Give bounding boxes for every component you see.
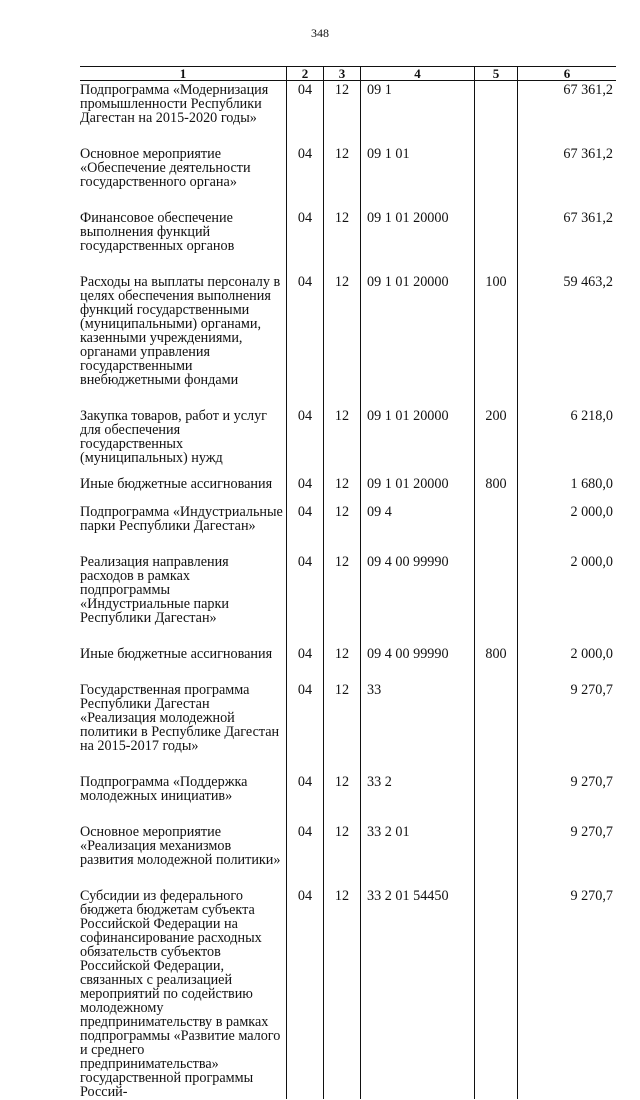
row-vr-cell: [475, 553, 518, 645]
table-row: [80, 681, 616, 773]
row-name-cell: Иные бюджетные ассигнования: [80, 646, 273, 662]
row-csr-cell: 33 2 01: [361, 823, 475, 887]
table-row: [80, 503, 616, 553]
table-row: [80, 81, 616, 146]
row-sum-cell: 59 463,2: [518, 273, 617, 407]
row-vr-cell: [475, 81, 518, 146]
row-vr-cell: [475, 823, 518, 887]
row-sum-cell: 2 000,0: [518, 645, 617, 681]
header-vr: 5: [475, 67, 518, 81]
row-rz-cell: 04: [287, 773, 324, 823]
row-name-cell: Расходы на выплаты персоналу в целях обеспечения выполнения функций государственными (муниципальными) органами, казенными учреждениями, органами управления государственными внебюджетными фондами: [80, 274, 281, 388]
table-row: [80, 209, 616, 273]
table-row: [80, 407, 616, 475]
row-name-cell: Подпрограмма «Поддержка молодежных инициатив»: [80, 774, 248, 804]
row-pr-cell: 12: [324, 273, 361, 407]
row-rz-cell: 04: [287, 81, 324, 146]
row-rz-cell: 04: [287, 407, 324, 475]
row-rz-cell: 04: [287, 503, 324, 553]
row-name-cell: Подпрограмма «Модернизация промышленности Республики Дагестан на 2015-2020 годы»: [80, 82, 269, 126]
table-row: [80, 553, 616, 645]
header-pr: 3: [324, 67, 361, 81]
row-sum-cell: 67 361,2: [518, 209, 617, 273]
row-csr-cell: 09 1 01 20000: [361, 209, 475, 273]
row-pr-cell: 12: [324, 773, 361, 823]
row-name-cell: Субсидии из федерального бюджета бюджетам субъекта Российской Федерации на софинансирование расходных обязательств субъектов Российской Федерации, связанных с реализацией мероприятий по содействию молодежному предпринимательству в рамках подпрограммы «Развитие малого и среднего предпринимательства» государственной программы Россий-: [80, 888, 281, 1100]
row-rz-cell: 04: [287, 823, 324, 887]
row-vr-cell: [475, 209, 518, 273]
row-sum-cell: 9 270,7: [518, 823, 617, 887]
row-rz-cell: 04: [287, 475, 324, 503]
row-rz-cell: 04: [287, 145, 324, 209]
header-csr: 4: [361, 67, 475, 81]
row-sum-cell: 1 680,0: [518, 475, 617, 503]
table-header-row: [80, 67, 616, 81]
table-row: [80, 887, 616, 1099]
row-csr-cell: 09 1 01 20000: [361, 475, 475, 503]
row-csr-cell: 33 2: [361, 773, 475, 823]
row-pr-cell: 12: [324, 503, 361, 553]
row-csr-cell: 09 1 01: [361, 145, 475, 209]
row-csr-cell: 09 1 01 20000: [361, 407, 475, 475]
header-sum: 6: [518, 67, 617, 81]
row-rz-cell: 04: [287, 273, 324, 407]
row-pr-cell: 12: [324, 645, 361, 681]
row-pr-cell: 12: [324, 887, 361, 1099]
row-csr-cell: 09 4: [361, 503, 475, 553]
table-row: [80, 273, 616, 407]
row-pr-cell: 12: [324, 407, 361, 475]
row-csr-cell: 09 1 01 20000: [361, 273, 475, 407]
row-csr-cell: 09 4 00 99990: [361, 645, 475, 681]
row-pr-cell: 12: [324, 209, 361, 273]
row-vr-cell: [475, 681, 518, 773]
row-csr-cell: 33: [361, 681, 475, 773]
row-sum-cell: 2 000,0: [518, 503, 617, 553]
row-pr-cell: 12: [324, 81, 361, 146]
row-pr-cell: 12: [324, 681, 361, 773]
row-vr-cell: [475, 145, 518, 209]
row-vr-cell: 800: [475, 645, 518, 681]
row-vr-cell: [475, 887, 518, 1099]
row-name-cell: Основное мероприятие «Обеспечение деятельности государственного органа»: [80, 146, 251, 190]
row-name-cell: Закупка товаров, работ и услуг для обеспечения государственных (муниципальных) нужд: [80, 408, 267, 466]
row-vr-cell: 800: [475, 475, 518, 503]
table-row: [80, 773, 616, 823]
row-name-cell: Основное мероприятие «Реализация механизмов развития молодежной политики»: [80, 824, 281, 868]
row-vr-cell: [475, 773, 518, 823]
row-rz-cell: 04: [287, 887, 324, 1099]
row-sum-cell: 2 000,0: [518, 553, 617, 645]
row-sum-cell: 67 361,2: [518, 81, 617, 146]
row-pr-cell: 12: [324, 553, 361, 645]
page-number: 348: [311, 26, 329, 40]
budget-table: [80, 66, 616, 1099]
row-sum-cell: 9 270,7: [518, 773, 617, 823]
row-name-cell: Реализация направления расходов в рамках подпрограммы «Индустриальные парки Республики Дагестан»: [80, 554, 230, 626]
row-rz-cell: 04: [287, 681, 324, 773]
table-row: [80, 475, 616, 503]
row-sum-cell: 9 270,7: [518, 681, 617, 773]
row-vr-cell: 200: [475, 407, 518, 475]
row-rz-cell: 04: [287, 209, 324, 273]
row-csr-cell: 09 1: [361, 81, 475, 146]
table-row: [80, 645, 616, 681]
row-pr-cell: 12: [324, 475, 361, 503]
row-csr-cell: 33 2 01 54450: [361, 887, 475, 1099]
row-sum-cell: 9 270,7: [518, 887, 617, 1099]
row-name-cell: Подпрограмма «Индустриальные парки Республики Дагестан»: [80, 504, 283, 534]
header-name: 1: [80, 67, 287, 81]
row-vr-cell: 100: [475, 273, 518, 407]
row-csr-cell: 09 4 00 99990: [361, 553, 475, 645]
row-rz-cell: 04: [287, 645, 324, 681]
row-vr-cell: [475, 503, 518, 553]
table-row: [80, 145, 616, 209]
row-rz-cell: 04: [287, 553, 324, 645]
row-sum-cell: 6 218,0: [518, 407, 617, 475]
row-name-cell: Государственная программа Республики Дагестан «Реализация молодежной политики в Республике Дагестан на 2015-2017 годы»: [80, 682, 280, 754]
row-name-cell: Иные бюджетные ассигнования: [80, 476, 273, 492]
row-name-cell: Финансовое обеспечение выполнения функций государственных органов: [80, 210, 235, 254]
row-sum-cell: 67 361,2: [518, 145, 617, 209]
row-pr-cell: 12: [324, 823, 361, 887]
row-pr-cell: 12: [324, 145, 361, 209]
table-row: [80, 823, 616, 887]
header-rz: 2: [287, 67, 324, 81]
table-body: [80, 81, 616, 1100]
